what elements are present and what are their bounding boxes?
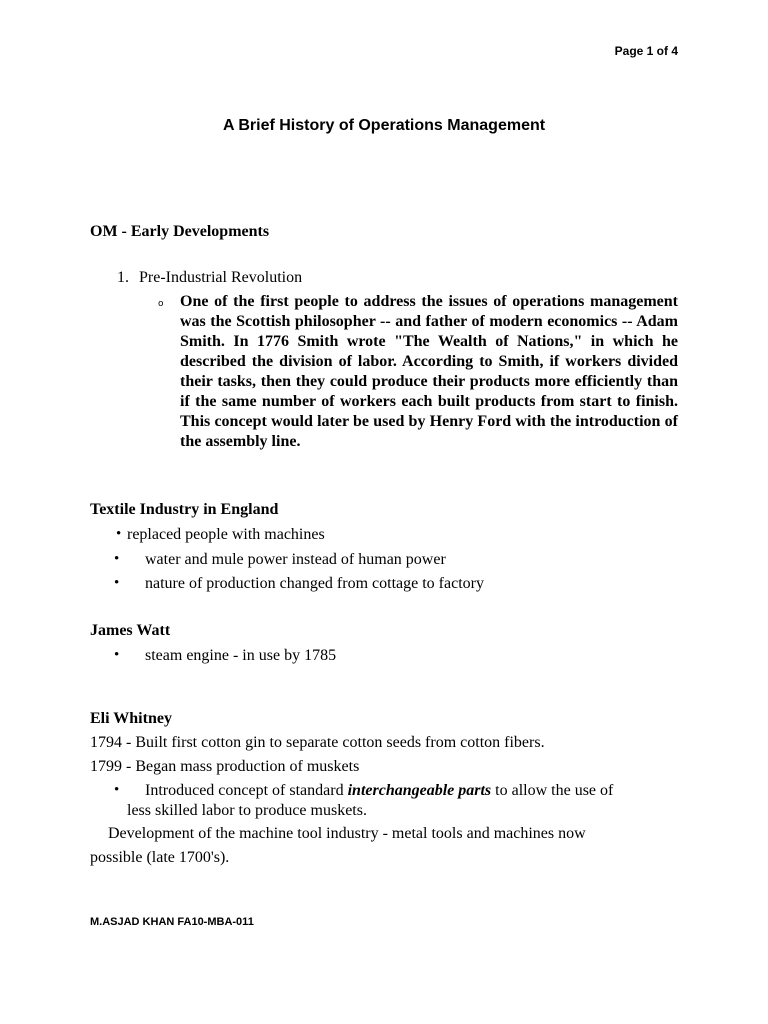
list-number: 1. bbox=[117, 269, 129, 286]
page-number: Page 1 of 4 bbox=[614, 44, 678, 58]
emphasis-interchangeable-parts: interchangeable parts bbox=[347, 782, 492, 799]
footer-author: M.ASJAD KHAN FA10-MBA-011 bbox=[90, 916, 254, 928]
list-item-pre-industrial: Pre-Industrial Revolution bbox=[139, 269, 303, 286]
section-heading-james-watt: James Watt bbox=[90, 622, 171, 639]
text-line-1794: 1794 - Built first cotton gin to separate cotton seeds from cotton fibers. bbox=[90, 734, 545, 751]
text-line-1799: 1799 - Began mass production of muskets bbox=[90, 758, 360, 775]
bullet-icon: • bbox=[114, 647, 120, 663]
bullet-text-continuation: less skilled labor to produce muskets. bbox=[127, 802, 367, 819]
bullet-text: water and mule power instead of human power bbox=[145, 551, 446, 568]
adam-smith-paragraph: One of the first people to address the issues of operations management was the Scottish philosopher -- and father of modern economics -- Adam Smith. In 1776 Smith wrote "The Wealth of Nations," in which he described the division of labor. According to Smith, if workers divided their tasks, then they could produce their products more efficiently than if the same number of workers each built products from start to finish. This concept would later be used by Henry Ford with the introduction of the assembly line. bbox=[180, 293, 678, 450]
paragraph-machine-tool-line-2: possible (late 1700's). bbox=[90, 849, 230, 866]
section-heading-eli-whitney: Eli Whitney bbox=[90, 710, 172, 727]
bullet-icon: • bbox=[114, 575, 120, 591]
bullet-text: nature of production changed from cottage to factory bbox=[145, 575, 484, 592]
section-heading-early-developments: OM - Early Developments bbox=[90, 223, 270, 240]
bullet-icon: • bbox=[116, 526, 122, 542]
bullet-text-end: to allow the use of bbox=[491, 782, 614, 799]
bullet-text-start: Introduced concept of standard bbox=[145, 782, 348, 799]
bullet-text: steam engine - in use by 1785 bbox=[145, 647, 337, 664]
document-title: A Brief History of Operations Management bbox=[222, 117, 546, 134]
circle-bullet-icon: o bbox=[158, 299, 164, 309]
bullet-text-interchangeable bbox=[145, 782, 613, 800]
bullet-icon: • bbox=[114, 551, 120, 567]
section-heading-textile: Textile Industry in England bbox=[90, 501, 279, 518]
bullet-icon: • bbox=[114, 782, 120, 798]
bullet-text: replaced people with machines bbox=[127, 526, 325, 543]
paragraph-machine-tool-line-1: Development of the machine tool industry - metal tools and machines now bbox=[108, 825, 586, 842]
